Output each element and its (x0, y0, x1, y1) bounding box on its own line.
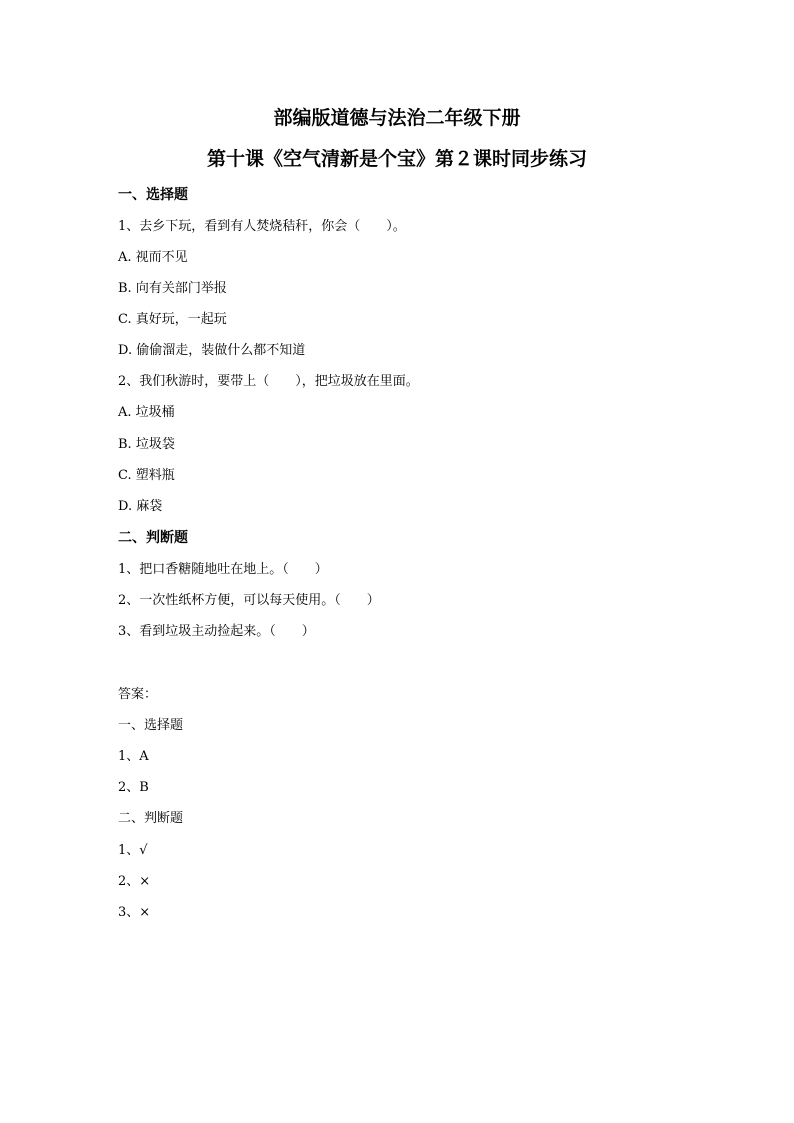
document-title: 部编版道德与法治二年级下册 (273, 107, 521, 129)
section-heading-judge: 二、判断题 (118, 530, 188, 546)
question-1-option-d: D. 偷偷溜走，装做什么都不知道 (118, 343, 306, 358)
question-1-option-a: A. 视而不见 (118, 250, 188, 265)
judge-item-1: 1、把口香糖随地吐在地上。（ ） (118, 562, 328, 577)
answers-judge-heading: 二、判断题 (118, 811, 184, 826)
question-2-option-b: B. 垃圾袋 (118, 437, 175, 452)
answer-judge-2: 2、× (118, 874, 151, 889)
judge-item-3: 3、看到垃圾主动捡起来。（ ） (118, 624, 315, 639)
question-1-option-b: B. 向有关部门举报 (118, 281, 227, 296)
answers-label: 答案： (118, 687, 158, 702)
answers-choice-heading: 一、选择题 (118, 718, 184, 733)
question-2-option-d: D. 麻袋 (118, 499, 163, 514)
answer-choice-2: 2、B (118, 780, 149, 795)
question-1-option-c: C. 真好玩，一起玩 (118, 312, 227, 327)
answer-judge-1: 1、√ (118, 843, 148, 858)
question-2-option-a: A. 垃圾桶 (118, 405, 175, 420)
section-heading-choice: 一、选择题 (118, 187, 188, 203)
question-1: 1、去乡下玩，看到有人焚烧秸秆，你会（ ）。 (118, 219, 406, 234)
document-subtitle: 第十课《空气清新是个宝》第２课时同步练习 (206, 148, 587, 170)
judge-item-2: 2、一次性纸杯方便，可以每天使用。（ ） (118, 593, 380, 608)
answer-judge-3: 3、× (118, 905, 151, 920)
question-2-option-c: C. 塑料瓶 (118, 468, 175, 483)
question-2: 2、我们秋游时，要带上（ ），把垃圾放在里面。 (118, 374, 419, 389)
answer-choice-1: 1、A (118, 749, 149, 764)
